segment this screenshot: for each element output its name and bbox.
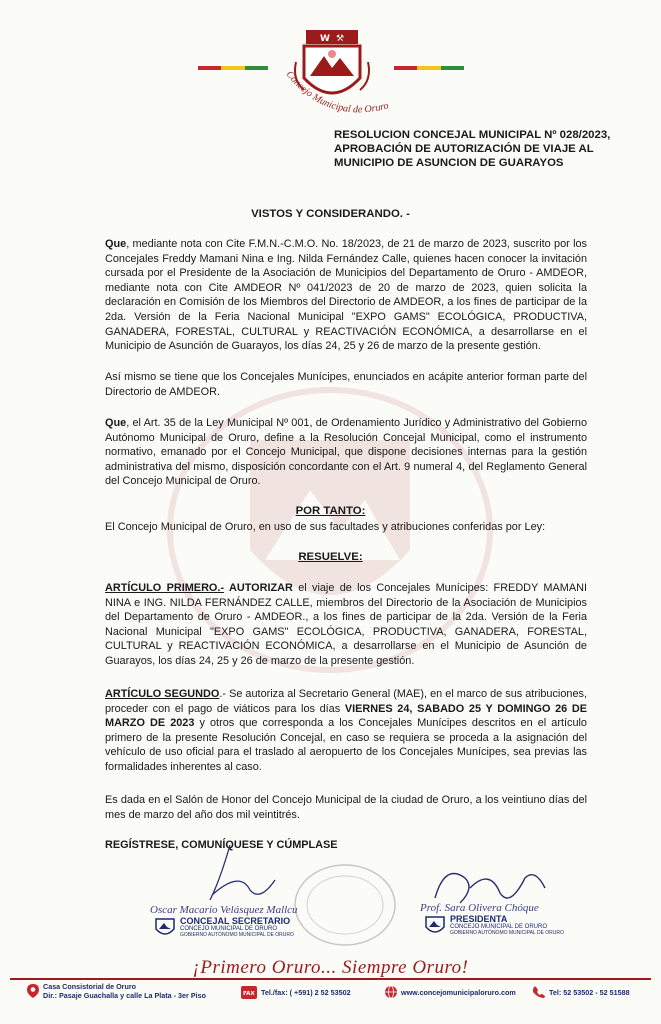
article-label: ARTÍCULO PRIMERO.-	[105, 582, 225, 594]
svg-text:W: W	[320, 34, 330, 44]
flag-green	[441, 66, 464, 70]
footer-telfax	[240, 984, 351, 1000]
footer-address	[26, 982, 206, 1000]
signature-right	[420, 902, 564, 936]
article-text: y otros que corresponda a los Concejales Munícipes descritos en el artículo primero de la presente Resolución Concejal, en caso se requiera se proceda a la asignación del vehículo de uso oficial para el traslado al aeropuerto de los Concejales Munícipes, sea previas las formalidades inherentes al caso.	[105, 717, 587, 773]
signatory-name: Oscar Macario Velásquez Mallcu	[150, 904, 298, 916]
resolution-title	[334, 128, 644, 170]
footer-web	[384, 984, 516, 1000]
footer-divider	[10, 978, 651, 980]
seal-icon	[154, 917, 176, 937]
title-line: MUNICIPIO DE ASUNCION DE GUARAYOS	[334, 157, 564, 169]
title-line: APROBACIÓN DE AUTORIZACIÓN DE VIAJE AL	[334, 143, 594, 155]
registrese-line: REGÍSTRESE, COMUNÍQUESE Y CÚMPLASE	[105, 839, 338, 851]
lead-word: Que	[105, 238, 127, 250]
signature-left-scribble	[190, 840, 290, 910]
slogan: ¡Primero Oruro... Siempre Oruro!	[192, 957, 469, 978]
phone-icon	[532, 984, 546, 1000]
flag-stripe-left	[198, 66, 268, 70]
article-text: el viaje de los Concejales Munícipes: FREDDY MAMANI NINA e ING. NILDA FERNÁNDEZ CALLE, miembros del Directorio de la Asociación de Municipios del Departamento de Oruro - AMDEOR., a los fines de participar de la 2da. Versión de la Feria Nacional Municipal "EXPO GAMS" ECOLÓGICA, PRODUCTIVA, GANADERA, FORESTAL, CULTURAL y REACTIVACIÓN ECONÓMICA, a desarrollarse en el Municipio de Asunción de Guarayos, los días 24, 25 y 26 de marzo de la presente gestión.	[105, 582, 587, 667]
signatory-institution: GOBIERNO AUTÓNOMO MUNICIPAL DE ORURO	[450, 930, 564, 936]
official-round-seal	[290, 860, 400, 950]
svg-text:⚒: ⚒	[336, 34, 345, 44]
signatory-role: PRESIDENTA	[450, 914, 508, 924]
signatory-name: Prof. Sara Olivera Chóque	[420, 902, 539, 914]
paragraph-asimismo: Así mismo se tiene que los Concejales Munícipes, enunciados en acápite anterior forman parte del Directorio de AMDEOR.	[105, 371, 587, 398]
articulo-segundo	[105, 687, 587, 775]
fax-icon	[240, 984, 258, 1000]
por-tanto-text: El Concejo Municipal de Oruro, en uso de sus facultades y atribuciones conferidas por Ley:	[105, 521, 546, 533]
vistos-heading: VISTOS Y CONSIDERANDO. -	[251, 208, 410, 220]
articulo-primero	[105, 581, 587, 669]
signatory-role: CONCEJAL SECRETARIO	[180, 916, 291, 926]
footer	[0, 982, 661, 1012]
article-text: .- Se autoriza al Secretario General (MAE), en el marco de sus atribuciones, proceder con el pago de viáticos para los días	[105, 688, 587, 715]
signatory-org: CONCEJO MUNICIPAL DE ORURO	[450, 924, 548, 930]
emblem-text-arc	[268, 66, 408, 126]
article-label: ARTÍCULO SEGUNDO	[105, 688, 220, 700]
article-verb: AUTORIZAR	[224, 582, 293, 594]
footer-phone	[532, 984, 630, 1000]
lead-word: Que	[105, 417, 127, 429]
address-line: Casa Consistorial de Oruro	[43, 982, 137, 991]
flag-green	[245, 66, 268, 70]
telfax-text: Tel./fax: ( +591) 2 52 53502	[261, 987, 351, 997]
address-line: Dir.: Pasaje Guachalla y calle La Plata - 3er Piso	[43, 991, 206, 1000]
flag-yellow	[221, 66, 244, 70]
signatory-institution: GOBIERNO AUTÓNOMO MUNICIPAL DE ORURO	[180, 932, 294, 938]
paragraph-que-1	[105, 237, 587, 354]
svg-text:Concejo Municipal de Oruro: Concejo Municipal de Oruro	[283, 69, 390, 116]
closing-paragraph: Es dada en el Salón de Honor del Concejo Municipal de la ciudad de Oruro, a los veintiuno días del mes de marzo del año dos mil veintitrés.	[105, 794, 587, 821]
website-link[interactable]: www.concejomunicipaloruro.com	[401, 987, 516, 997]
location-pin-icon	[26, 983, 40, 999]
phone-text: Tel: 52 53502 - 52 51588	[549, 987, 630, 997]
signatory-org: CONCEJO MUNICIPAL DE ORURO	[180, 926, 278, 932]
resuelve-heading: RESUELVE:	[298, 551, 363, 563]
paragraph-que-2	[105, 416, 587, 489]
signature-left	[150, 904, 298, 938]
svg-text:FAX: FAX	[243, 991, 255, 997]
seal-icon	[424, 915, 446, 935]
globe-icon	[384, 984, 398, 1000]
letterhead	[0, 0, 661, 125]
paragraph-text: , mediante nota con Cite F.M.N.-C.M.O. No. 18/2023, de 21 de marzo de 2023, suscrito por los Concejales Freddy Mamani Nina e Ing. Nilda Fernández Calle, quienes hacen conocer la invitación cursada por el Presidente de la Asociación de Municipios del Departamento de Oruro - AMDEOR, mediante nota con Cite AMDEOR Nº 041/2023 de 20 de marzo de 2023, quien solicita la declaración en Comisión de los Miembros del Directorio de AMDEOR, a los fines de participar de la 2da. Versión de la Feria Nacional Municipal "EXPO GAMS" ECOLÓGICA, PRODUCTIVA, GANADERA, FORESTAL, CULTURAL y REACTIVACIÓN ECONÓMICA, a desarrollarse en el Municipio de Asunción de Guarayos, los días 24, 25 y 26 de marzo de la presente gestión.	[105, 238, 587, 353]
article-dates: VIERNES 24, SABADO 25 Y DOMINGO 26 DE MARZO DE 2023	[105, 702, 587, 730]
por-tanto-heading: POR TANTO:	[295, 505, 366, 517]
flag-red	[198, 66, 221, 70]
title-line: RESOLUCION CONCEJAL MUNICIPAL Nº 028/2023,	[334, 129, 611, 141]
flag-yellow	[417, 66, 440, 70]
paragraph-text: , el Art. 35 de la Ley Municipal Nº 001, de Ordenamiento Jurídico y Administrativo del Gobierno Autónomo Municipal de Oruro, define a la Resolución Concejal Municipal, como el instrumento normativo, emanado por el Concejo Municipal, que dispone decisiones internas para la gestión administrativa del mismo, disposición concordante con el Art. 9 numeral 4, del Reglamento General del Concejo Municipal de Oruro.	[105, 417, 587, 488]
